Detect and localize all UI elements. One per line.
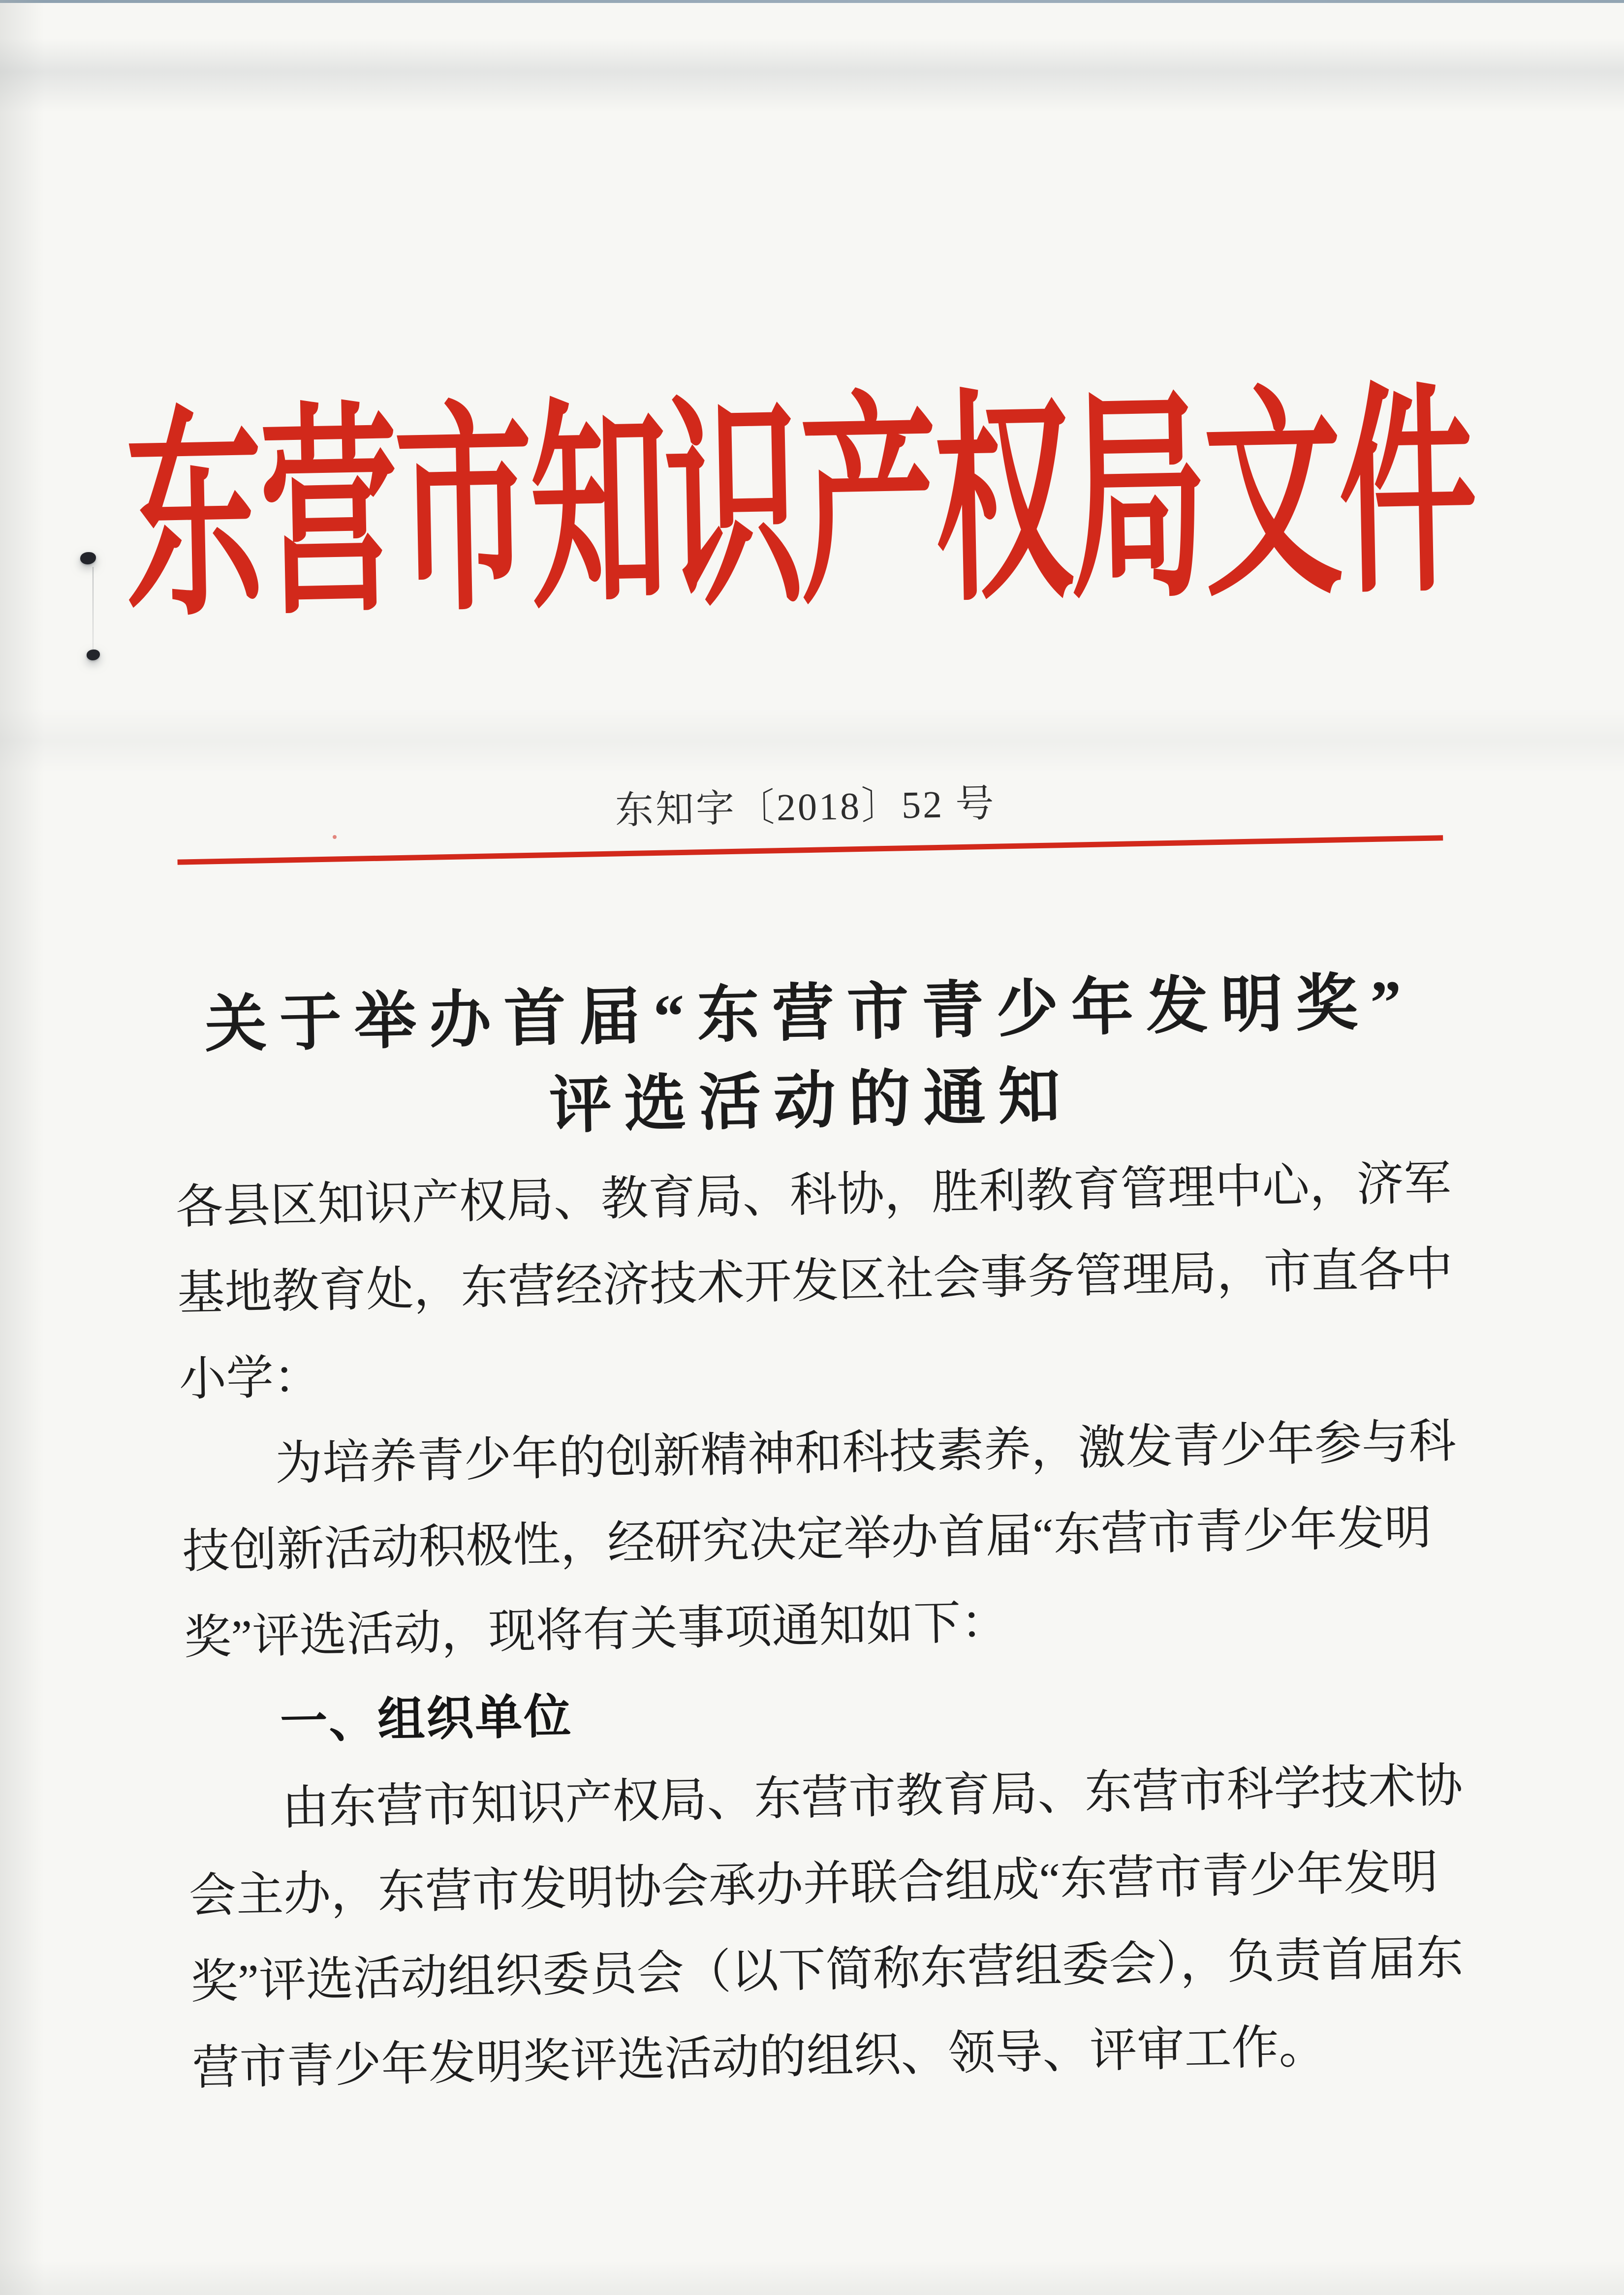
notice-title-line-2: 评选活动的通知 <box>549 1062 1074 1141</box>
body-line: 营市青少年发明奖评选活动的组织、领导、评审工作。 <box>191 2020 1327 2095</box>
notice-title-line-1: 关于举办首届“东营市青少年发明奖” <box>204 968 1415 1060</box>
body-line: 为培养青少年的创新精神和科技素养，激发青少年参与科 <box>275 1414 1457 1490</box>
body-line: 小学： <box>178 1350 321 1406</box>
body-line: 奖”评选活动组织委员会（以下简称东营组委会），负责首届东 <box>190 1931 1464 2009</box>
agency-title <box>0 370 1613 644</box>
body-line: 技创新活动积极性，经研究决定举办首届“东营市青少年发明 <box>182 1501 1432 1578</box>
agency-title-text: 东营市知识产权局文件 <box>123 370 1476 644</box>
section-heading: 一、组织单位 <box>280 1690 573 1748</box>
notice-title <box>0 955 1624 1161</box>
body-line: 各县区知识产权局、教育局、科协，胜利教育管理中心，济军 <box>175 1156 1452 1234</box>
notice-body <box>175 1140 1472 2111</box>
body-line: 奖”评选活动，现将有关事项通知如下： <box>183 1595 1009 1664</box>
body-line: 会主办，东营市发明协会承办并联合组成“东营市青少年发明 <box>188 1845 1439 1923</box>
document-number: 东知字〔2018〕52 号 <box>615 781 997 832</box>
body-line: 基地教育处，东营经济技术开发区社会事务管理局，市直各中 <box>177 1242 1454 1320</box>
body-line: 由东营市知识产权局、东营市教育局、东营市科学技术协 <box>281 1759 1464 1834</box>
